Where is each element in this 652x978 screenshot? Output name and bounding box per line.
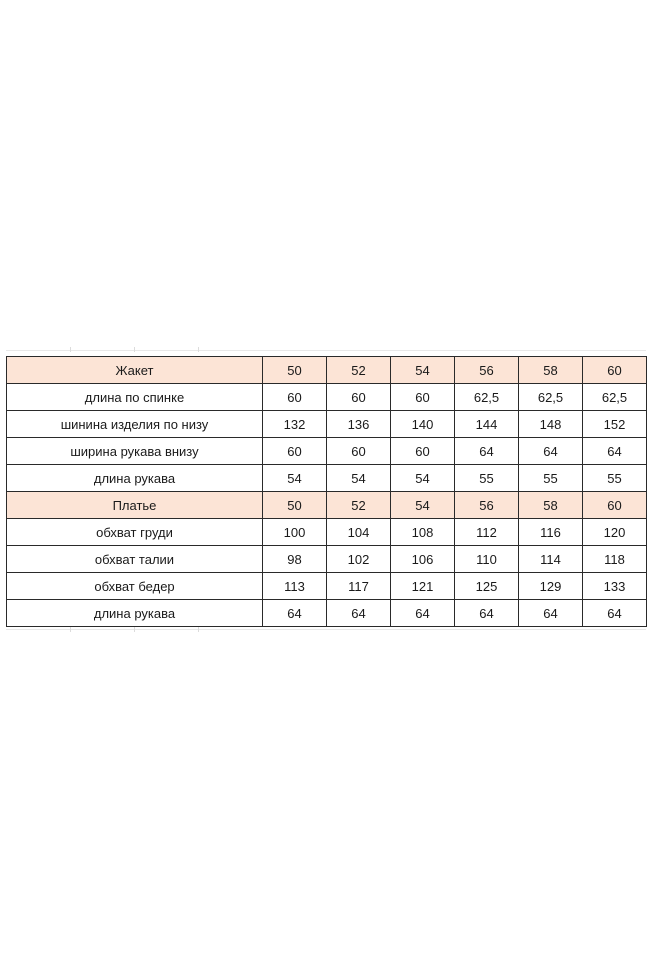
size-cell: 54 <box>391 357 455 384</box>
value-cell: 64 <box>327 600 391 627</box>
sheet-column-tick <box>70 347 71 352</box>
section-title: Жакет <box>7 357 263 384</box>
value-cell: 54 <box>327 465 391 492</box>
table-row <box>7 573 647 600</box>
value-cell: 54 <box>263 465 327 492</box>
value-cell: 110 <box>455 546 519 573</box>
size-cell: 50 <box>263 492 327 519</box>
size-cell: 52 <box>327 357 391 384</box>
value-cell: 129 <box>519 573 583 600</box>
measurement-label: обхват талии <box>7 546 263 573</box>
table-row <box>7 600 647 627</box>
measurement-label: шинина изделия по низу <box>7 411 263 438</box>
sheet-column-tick <box>134 347 135 352</box>
value-cell: 133 <box>583 573 647 600</box>
measurement-label: ширина рукава внизу <box>7 438 263 465</box>
value-cell: 60 <box>263 384 327 411</box>
measurement-label: обхват груди <box>7 519 263 546</box>
value-cell: 64 <box>583 438 647 465</box>
measurement-label: длина рукава <box>7 600 263 627</box>
value-cell: 60 <box>391 438 455 465</box>
size-cell: 58 <box>519 357 583 384</box>
value-cell: 112 <box>455 519 519 546</box>
section-header-jacket <box>7 357 647 384</box>
measurement-label: длина рукава <box>7 465 263 492</box>
section-title: Платье <box>7 492 263 519</box>
value-cell: 60 <box>391 384 455 411</box>
value-cell: 121 <box>391 573 455 600</box>
size-cell: 60 <box>583 357 647 384</box>
table-row <box>7 438 647 465</box>
value-cell: 106 <box>391 546 455 573</box>
value-cell: 104 <box>327 519 391 546</box>
table-row <box>7 519 647 546</box>
value-cell: 98 <box>263 546 327 573</box>
section-header-dress <box>7 492 647 519</box>
value-cell: 116 <box>519 519 583 546</box>
measurement-label: длина по спинке <box>7 384 263 411</box>
value-cell: 125 <box>455 573 519 600</box>
value-cell: 54 <box>391 465 455 492</box>
value-cell: 60 <box>263 438 327 465</box>
value-cell: 55 <box>455 465 519 492</box>
size-cell: 52 <box>327 492 391 519</box>
sheet-column-tick <box>134 627 135 632</box>
table-row <box>7 465 647 492</box>
value-cell: 113 <box>263 573 327 600</box>
value-cell: 64 <box>263 600 327 627</box>
table-row <box>7 546 647 573</box>
size-cell: 56 <box>455 357 519 384</box>
value-cell: 62,5 <box>519 384 583 411</box>
sheet-gridline-bottom <box>6 629 646 630</box>
size-cell: 54 <box>391 492 455 519</box>
value-cell: 148 <box>519 411 583 438</box>
value-cell: 64 <box>455 438 519 465</box>
value-cell: 55 <box>583 465 647 492</box>
value-cell: 114 <box>519 546 583 573</box>
value-cell: 62,5 <box>455 384 519 411</box>
value-cell: 132 <box>263 411 327 438</box>
value-cell: 64 <box>519 600 583 627</box>
value-cell: 144 <box>455 411 519 438</box>
value-cell: 120 <box>583 519 647 546</box>
sheet-gridline-top <box>6 350 646 351</box>
sheet-column-tick <box>198 347 199 352</box>
value-cell: 136 <box>327 411 391 438</box>
value-cell: 64 <box>583 600 647 627</box>
table-row <box>7 411 647 438</box>
size-cell: 56 <box>455 492 519 519</box>
value-cell: 64 <box>391 600 455 627</box>
value-cell: 60 <box>327 384 391 411</box>
value-cell: 102 <box>327 546 391 573</box>
value-cell: 152 <box>583 411 647 438</box>
value-cell: 64 <box>519 438 583 465</box>
table-row <box>7 384 647 411</box>
size-cell: 50 <box>263 357 327 384</box>
sheet-column-tick <box>198 627 199 632</box>
value-cell: 118 <box>583 546 647 573</box>
size-chart-table <box>6 356 647 627</box>
value-cell: 117 <box>327 573 391 600</box>
size-cell: 60 <box>583 492 647 519</box>
value-cell: 108 <box>391 519 455 546</box>
value-cell: 55 <box>519 465 583 492</box>
size-cell: 58 <box>519 492 583 519</box>
value-cell: 64 <box>455 600 519 627</box>
value-cell: 62,5 <box>583 384 647 411</box>
sheet-column-tick <box>70 627 71 632</box>
value-cell: 60 <box>327 438 391 465</box>
measurement-label: обхват бедер <box>7 573 263 600</box>
value-cell: 140 <box>391 411 455 438</box>
value-cell: 100 <box>263 519 327 546</box>
